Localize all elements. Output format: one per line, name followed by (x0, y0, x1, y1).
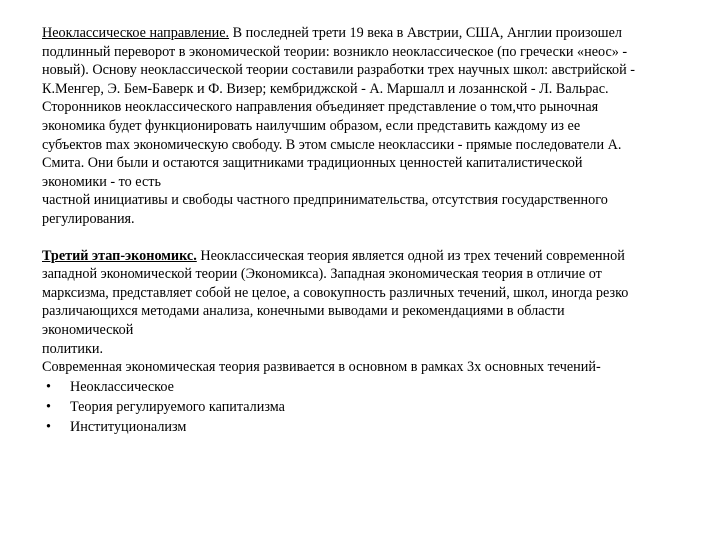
text-line: Смита. Они были и остаются защитниками традиционных ценностей капиталистической (42, 155, 583, 172)
section-economics (42, 247, 690, 437)
text-line: Сторонников неоклассического направления объединяет представление о том,что рыночная (42, 99, 599, 116)
text-line: экономика будет функционировать наилучшим образом, если представить каждому из ее (42, 117, 581, 134)
text-line: экономической (42, 321, 134, 338)
text-line: новый). Основу неоклассической теории составили разработки трех научных школ: австрийской - (42, 62, 635, 79)
text-line: Неоклассическое направление. В последней трети 19 века в Австрии, США, Англии произошел (42, 25, 622, 41)
list-item-label: Теория регулируемого капитализма (70, 398, 285, 415)
section-heading-neoclassical: Неоклассическое направление. (42, 25, 230, 41)
list-item-label: Институционализм (70, 418, 187, 435)
text-line: Третий этап-экономикс. Неоклассическая теория является одной из трех течений современной (42, 247, 625, 264)
list-item-label: Неоклассическое (70, 378, 174, 395)
bullet-icon: • (46, 418, 51, 435)
paragraph-gap (42, 229, 690, 247)
text-line: К.Менгер, Э. Бем-Баверк и Ф. Визер; кембриджской - А. Маршалл и лозаннской - Л. Вальрас. (42, 80, 609, 97)
slide-text (42, 24, 690, 437)
text-line: марксизма, представляет собой не целое, а совокупность различных течений, школ, иногда резко (42, 284, 629, 301)
text-line: западной экономической теории (Экономикса). Западная экономическая теория в отличие от (42, 266, 602, 283)
text-line: субъектов max экономическую свободу. В этом смысле неоклассики - прямые последователи А. (42, 136, 622, 153)
currents-list (42, 377, 690, 437)
section-neoclassical (42, 24, 690, 229)
text-line: Современная экономическая теория развивается в основном в рамках 3х основных течений- (42, 359, 601, 376)
bullet-icon: • (46, 378, 51, 395)
text-line: политики. (42, 340, 103, 357)
bullet-icon: • (46, 398, 51, 415)
text-line: регулирования. (42, 210, 135, 227)
list-item (42, 377, 690, 397)
text-line: подлинный переворот в экономической теории: возникло неоклассическое (по гречески «неос» - (42, 43, 628, 60)
section-heading-economics: Третий этап-экономикс. (42, 247, 197, 264)
text-line: экономики - то есть (42, 173, 161, 190)
text-line: частной инициативы и свободы частного предпринимательства, отсутствия государственного (42, 192, 608, 209)
list-item (42, 397, 690, 417)
text-line: различающихся методами анализа, конечными выводами и рекомендациями в области (42, 303, 565, 320)
list-item (42, 417, 690, 437)
